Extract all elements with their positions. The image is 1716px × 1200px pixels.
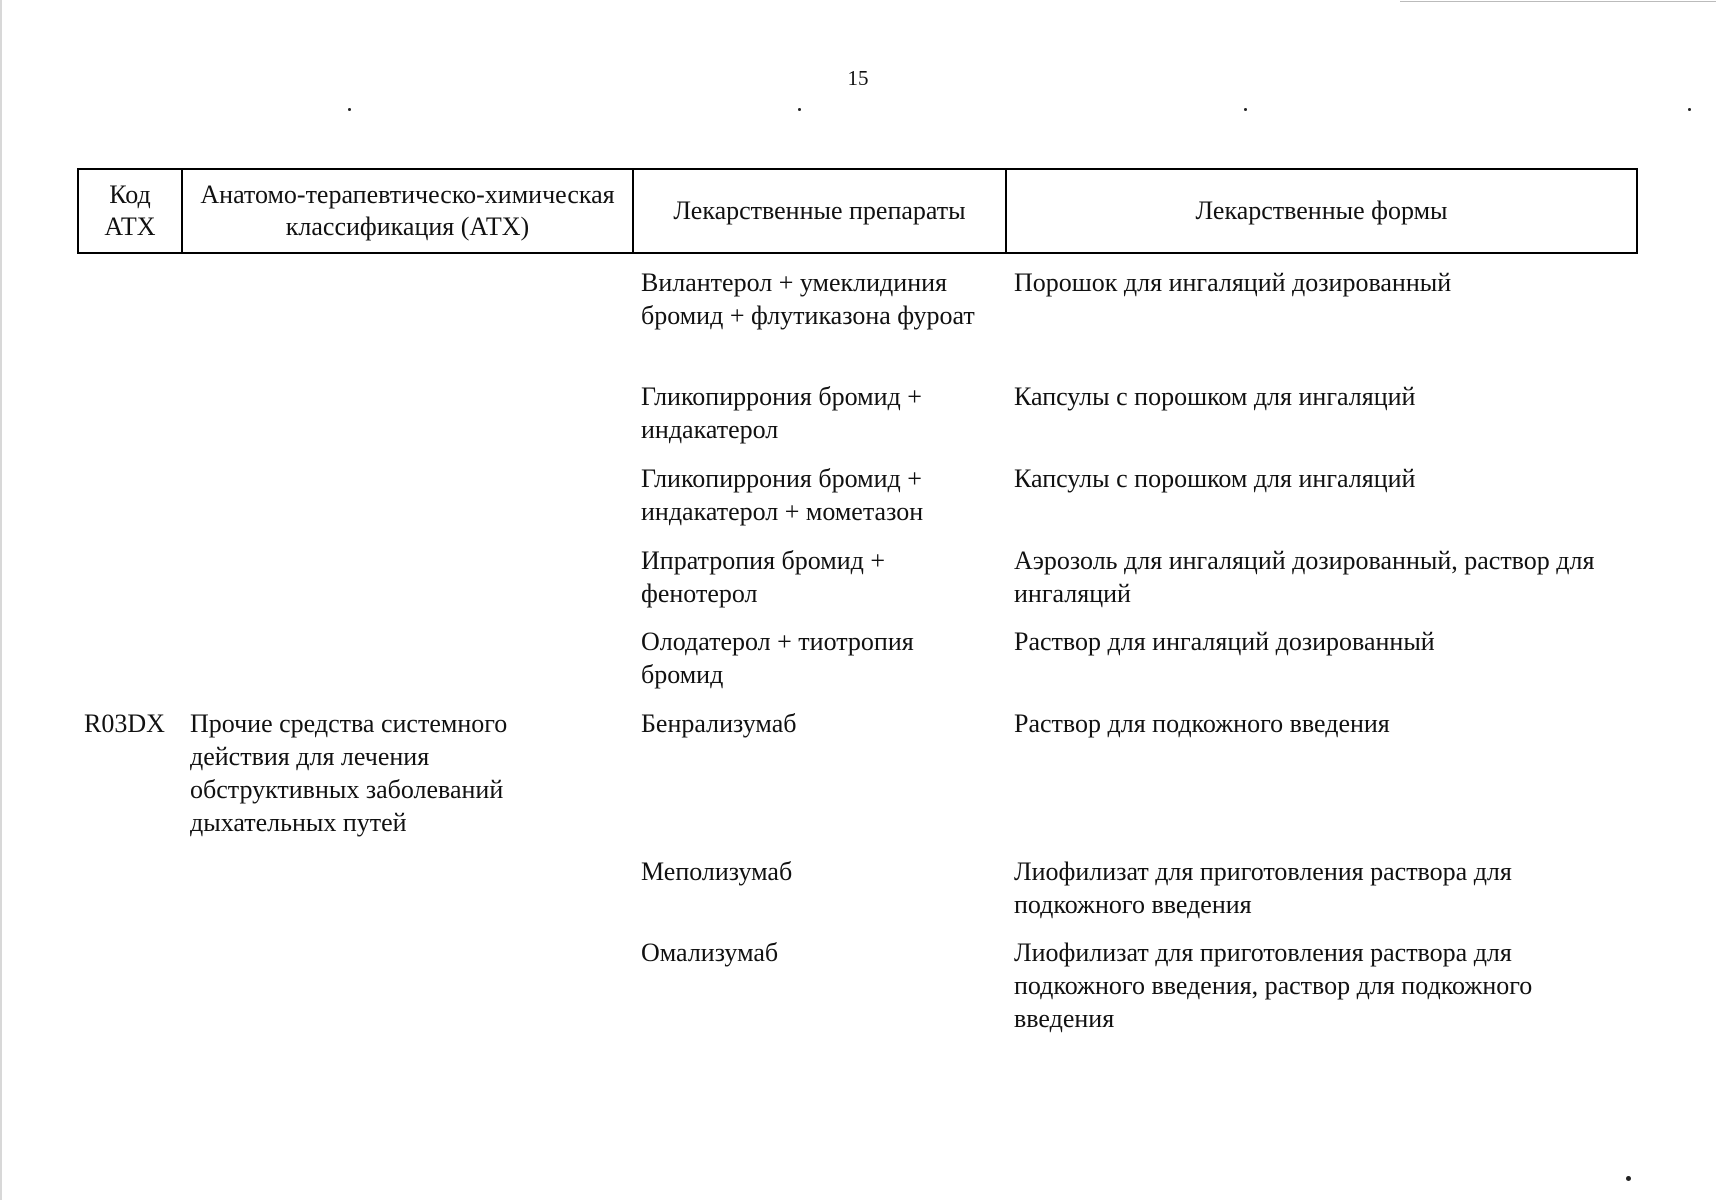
scan-top-line xyxy=(1400,1,1716,2)
header-forms-text: Лекарственные формы xyxy=(1195,196,1448,225)
form-text: Аэрозоль для ингаляций дозированный, раствор для ингаляций xyxy=(1014,546,1595,608)
table-row-4-drug xyxy=(641,625,961,691)
header-code-text: Код АТХ xyxy=(104,180,156,241)
scan-speck xyxy=(1688,108,1691,111)
table-row-7-drug xyxy=(641,936,778,969)
table-row-6-drug xyxy=(641,855,792,888)
drug-text: Бенрализумаб xyxy=(641,709,797,738)
table-row-0-drug xyxy=(641,266,1001,332)
code-text: R03DX xyxy=(84,709,165,738)
table-row-5-drug xyxy=(641,707,796,740)
scan-left-edge xyxy=(0,0,2,1200)
table-row-2-form xyxy=(1014,462,1614,495)
table-row-2-drug xyxy=(641,462,971,528)
table-row-5-form xyxy=(1014,707,1614,740)
table-row-3-drug xyxy=(641,544,931,610)
header-classification-text: Анатомо-терапевтическо-химическая классификация (АТХ) xyxy=(200,180,615,241)
scan-speck xyxy=(798,108,801,111)
table-row-5-code xyxy=(84,707,165,740)
header-forms xyxy=(1007,170,1636,252)
scan-speck xyxy=(1244,108,1247,111)
form-text: Лиофилизат для приготовления раствора для подкожного введения xyxy=(1014,857,1512,919)
drug-text: Гликопиррония бромид + индакатерол + мометазон xyxy=(641,464,924,526)
form-text: Раствор для ингаляций дозированный xyxy=(1014,627,1435,656)
drug-text: Гликопиррония бромид + индакатерол xyxy=(641,382,922,444)
table-row-5-classification xyxy=(190,707,560,839)
header-drugs-text: Лекарственные препараты xyxy=(673,196,966,225)
table-header xyxy=(77,168,1638,254)
table-row-6-form xyxy=(1014,855,1594,921)
drug-text: Олодатерол + тиотропия бромид xyxy=(641,627,914,689)
form-text: Порошок для ингаляций дозированный xyxy=(1014,268,1452,297)
drug-text: Ипратропия бромид + фенотерол xyxy=(641,546,886,608)
header-classification xyxy=(183,170,634,252)
scan-speck xyxy=(348,108,351,111)
scan-speck xyxy=(1626,1176,1631,1181)
drug-text: Омализумаб xyxy=(641,938,779,967)
form-text: Раствор для подкожного введения xyxy=(1014,709,1390,738)
page-number: 15 xyxy=(847,66,869,90)
classification-text: Прочие средства системного действия для лечения обструктивных заболеваний дыхательных путей xyxy=(190,709,508,837)
table-row-1-form xyxy=(1014,380,1614,413)
form-text: Капсулы с порошком для ингаляций xyxy=(1014,464,1416,493)
header-code xyxy=(79,170,183,252)
form-text: Капсулы с порошком для ингаляций xyxy=(1014,382,1416,411)
drug-text: Вилантерол + умеклидиния бромид + флутиказона фуроат xyxy=(641,268,975,330)
table-row-7-form xyxy=(1014,936,1604,1035)
form-text: Лиофилизат для приготовления раствора для подкожного введения, раствор для подкожного введения xyxy=(1014,938,1533,1033)
drug-text: Меполизумаб xyxy=(641,857,793,886)
header-drugs xyxy=(634,170,1007,252)
table-row-3-form xyxy=(1014,544,1614,610)
table-row-1-drug xyxy=(641,380,971,446)
table-row-4-form xyxy=(1014,625,1614,658)
table-row-0-form xyxy=(1014,266,1614,299)
